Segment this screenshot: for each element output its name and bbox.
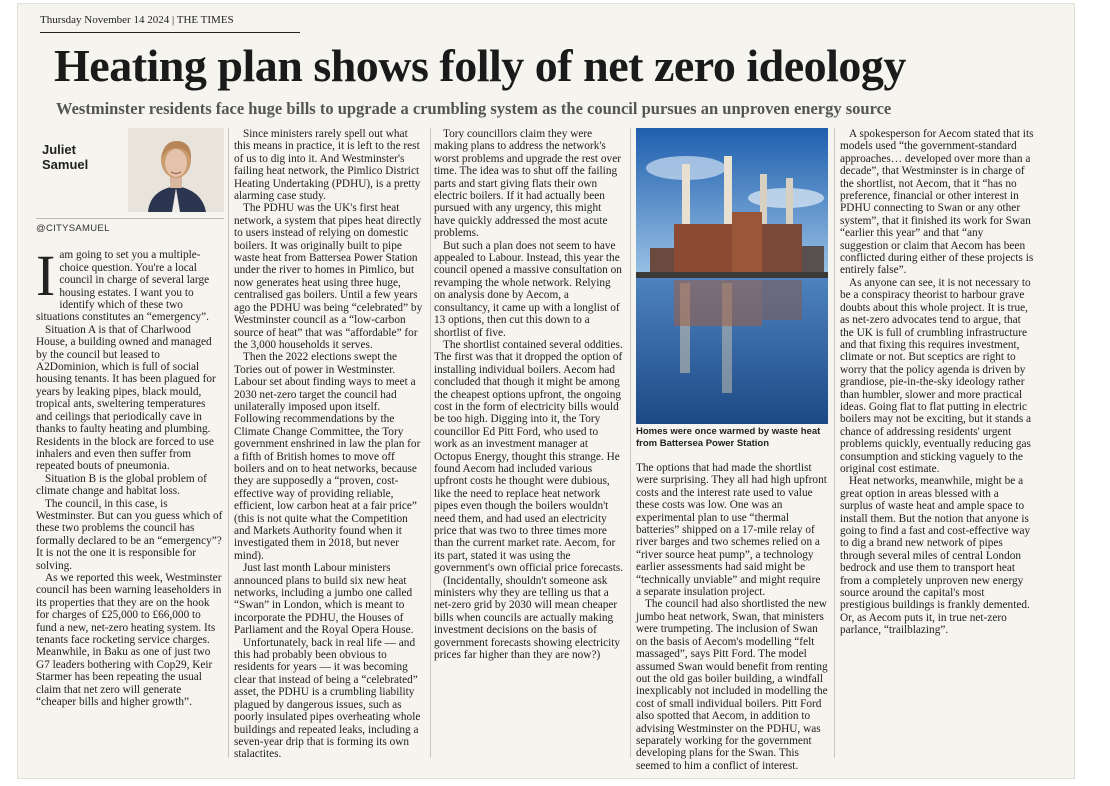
article-column-5 bbox=[840, 128, 1034, 760]
paragraph: Then the 2022 elections swept the Tories out of power in Westminster. Labour set about finding ways to meet a 2030 net-zero target the council had unilaterally imposed upon itself. Following recommendations by the Climate Change Committee, the Tory government enshrined in law the plan for a fifth of British homes to move off boilers and on to heat networks, because they are supposedly a “proven, cost-effective way of providing reliable, efficient, low carbon heat at a fair price” (this is not quite what the Competition and Markets Authority found when it investigated them in 2018, but never mind). bbox=[234, 351, 421, 562]
column-rule bbox=[630, 128, 631, 758]
masthead bbox=[40, 14, 300, 33]
author-last-name: Samuel bbox=[42, 157, 89, 172]
paragraph: The council, in this case, is Westminster. But can you guess which of these two problems the council has formally declared to be an “emergency”? It is not the one it is responsible for solving. bbox=[36, 497, 223, 572]
paragraph: As anyone can see, it is not necessary to be a conspiracy theorist to harbour grave doubts about this whole project. It is true, as net-zero advocates tend to argue, that the UK is full of crumbling infrastructure and that fixing this requires investment, climate or not. But sceptics are right to worry that the policy agenda is driven by grandiose, pie-in-the-sky ideology rather than humbler, slower and more practical ideas. Going flat to flat putting in electric boilers may not be exciting, but it stands a chance of addressing residents' urgent problems quickly, eventually reducing gas consumption and sticking vaguely to the original cost estimate. bbox=[840, 276, 1032, 475]
article-column-4 bbox=[636, 462, 828, 772]
photo-caption: Homes were once warmed by waste heat from Battersea Power Station bbox=[636, 426, 821, 449]
paragraph: The shortlist contained several oddities. The first was that it dropped the option of installing individual boilers. Aecom had concluded that though it might be among the cheapest options upfront, the ongoing cost in the form of electricity bills would be too high. Digging into it, the Tory councillor Ed Pitt Ford, who used to work as an investment manager at Octopus Energy, thought this strange. He found Aecom had included various upfront costs he thought were dubious, like the need to replace heat network pipes even though the boilers wouldn't need them, and had used an electricity price that was two to three times more than the current market rate. Aecom, for its part, stated it was using the government's own official price forecasts. bbox=[434, 338, 624, 575]
battersea-power-station-photo bbox=[636, 128, 828, 424]
paragraph: Just last month Labour ministers announced plans to build six new heat networks, including a jumbo one called “Swan” in London, which is meant to incorporate the PDHU, the Houses of Parliament and the Royal Opera House. bbox=[234, 562, 414, 637]
paragraph: (Incidentally, shouldn't someone ask ministers why they are telling us that a net-zero grid by 2030 will mean cheaper bills when councils are actually making investment decisions on the basis of government forecasts showing electricity prices far higher than they are now?) bbox=[434, 574, 621, 662]
paragraph: Tory councillors claim they were making plans to address the network's worst problems and upgrade the rest over time. The idea was to shut off the failing parts and start giving flats their own electric boilers. If it had actually been pursued with any urgency, this might have quickly addressed the most acute problems. bbox=[434, 128, 621, 240]
column-rule bbox=[430, 128, 431, 758]
article-column-1 bbox=[36, 128, 224, 760]
paragraph: Unfortunately, back in real life — and this had probably been obvious to residents for years — it was becoming clear that instead of being a “celebrated” asset, the PDHU is a crumbling liability plagued by dangerous issues, such as poorly insulated pipes overheating whole buildings and repeated leaks, including a seven-year drip that is forming its own stalactites. bbox=[234, 636, 421, 761]
paragraph: As we reported this week, Westminster council has been warning leaseholders in its properties that they are on the hook for charges of £25,000 to £66,000 to fund a new, net-zero heating system. Its tenants face rocketing service charges. Meanwhile, in Baku as one of just two G7 leaders bothering with Cop29, Keir Starmer has been repeating the usual claim that net zero will generate “cheaper bills and higher growth”. bbox=[36, 571, 222, 709]
paragraph: Situation A is that of Charlwood House, a building owned and managed by the council but leased to A2Dominion, which is full of social housing tenants. It has been plagued for years by leaking pipes, black mould, tropical ants, sweltering temperatures and ceilings that periodically cave in thanks to faulty heating and plumbing. Residents in the block are forced to use inhalers and even then suffer from repeated bouts of pneumonia. bbox=[36, 323, 216, 473]
column-rule bbox=[228, 128, 229, 758]
paragraph: The council had also shortlisted the new jumbo heat network, Swan, that ministers were trumpeting. The inclusion of Swan on the basis of Aecom's modelling “felt massaged”, says Pitt Ford. The model assumed Swan would benefit from renting out the old gas boiler building, a windfall inexplicably not included in modelling the cost of small individual boilers. Pitt Ford also spotted that Aecom, in addition to advising Westminster on the PDHU, was separately working for the government developing plans for the Swan. This seemed to him a conflict of interest. bbox=[636, 598, 828, 772]
paragraph: But such a plan does not seem to have appealed to Labour. Instead, this year the council opened a massive consultation on revamping the whole network. Relying on analysis done by Aecom, a consultancy, it came up with a longlist of 13 options, then cut this down to a shortlist of five. bbox=[434, 239, 622, 339]
paragraph: am going to set you a multiple-choice question. You're a local council in charge of several large housing estates. I want you to identify which of these two situations constitutes an “emergency”. bbox=[36, 249, 210, 324]
author-first-name: Juliet bbox=[42, 142, 76, 157]
article-column-3 bbox=[434, 128, 624, 760]
paragraph: Since ministers rarely spell out what this means in practice, it is left to the rest of us to dig into it. And Westminster's failing heat network, the Pimlico District Heating Undertaking (PDHU), is a pretty alarming case study. bbox=[234, 128, 421, 203]
paragraph: A spokesperson for Aecom stated that its models used “the government-standard approaches… developed over more than a decade”, that Westminster is in charge of the shortlist, not Aecom, that it “has no preference, financial or other interest in PDHU connecting to Swan or any other system”, that it finished its work for Swan “earlier this year” and that “any suggestion or claim that Aecom has been conflicted during either of these projects is entirely false”. bbox=[840, 128, 1034, 277]
drop-cap: I bbox=[36, 243, 56, 309]
masthead-text: Thursday November 14 2024 | THE TIMES bbox=[40, 14, 234, 26]
author-portrait bbox=[128, 128, 224, 212]
paragraph: Heat networks, meanwhile, might be a great option in areas blessed with a surplus of waste heat and ample space to install them. But the notion that anyone is going to find a fast and cost-effective way to dig a brand new network of pipes through several miles of central London bedrock and use them to transport heat from a completely unproven new energy source around the capital's most prestigious buildings is frankly demented. Or, as Aecom puts it, in true net-zero parlance, “trailblazing”. bbox=[840, 475, 1031, 637]
paragraph: The options that had made the shortlist were surprising. They all had high upfront costs and the interest rate used to value these costs was low. One was an experimental plan to use “thermal batteries” shipped on a 17-mile relay of river barges and two schemes relied on a “river source heat pump”, a technology earlier assessments had said might be “technically unviable” and might require a separate insulation project. bbox=[636, 462, 827, 599]
byline bbox=[36, 128, 224, 216]
author-name bbox=[42, 142, 88, 172]
article-column-2 bbox=[234, 128, 426, 760]
paragraph: The PDHU was the UK's first heat network, a system that pipes heat directly to users instead of relying on domestic boilers. It was originally built to pipe waste heat from Battersea Power Station under the river to homes in Pimlico, but now generates heat using three huge, centralised gas boilers. Until a few years ago the PDHU was being “celebrated” by Westminster council as a “low-carbon source of heat” that was “affordable” for the 3,000 households it serves. bbox=[234, 202, 423, 351]
column-rule bbox=[834, 128, 835, 758]
paragraph: Situation B is the global problem of climate change and habitat loss. bbox=[36, 472, 207, 498]
author-handle: @CITYSAMUEL bbox=[36, 218, 224, 235]
headline: Heating plan shows folly of net zero ideology bbox=[54, 40, 906, 91]
standfirst: Westminster residents face huge bills to upgrade a crumbling system as the council pursues an unproven energy source bbox=[56, 99, 892, 118]
